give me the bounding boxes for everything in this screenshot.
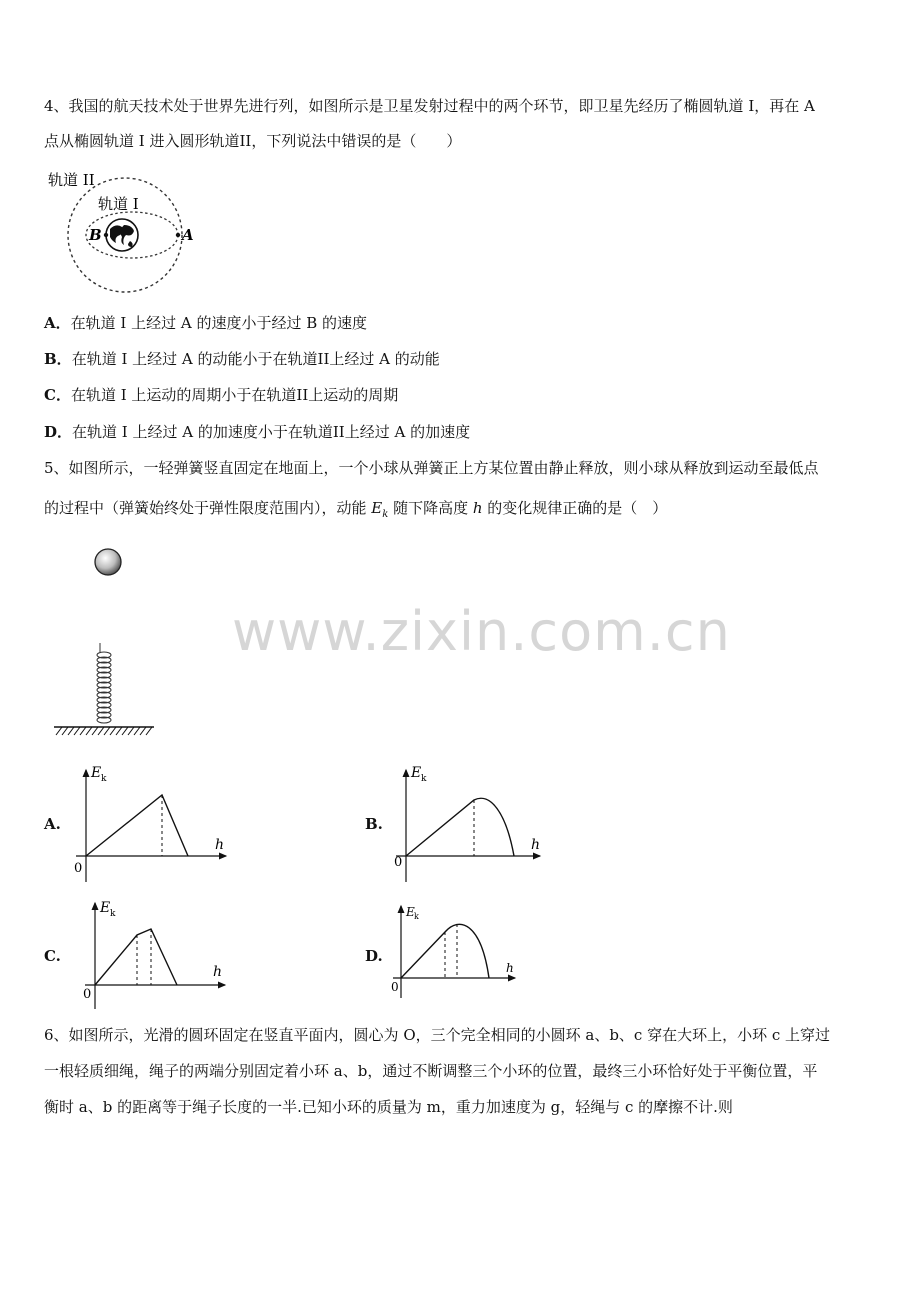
graph-c-ysub: k [110,909,116,919]
q4-option-a[interactable] [44,313,367,333]
q4-option-d-label: D． [44,423,73,441]
q4-option-c[interactable] [44,385,398,405]
point-a-dot [176,233,180,237]
q5-line-2 [44,498,667,525]
graph-a-label[interactable]: A. [44,815,61,833]
point-b-dot [104,233,108,237]
ek-symbol: E [371,499,383,517]
point-b-label: B [89,226,102,244]
graph-a [70,762,240,887]
graph-c-origin: 0 [83,987,92,1002]
graph-b-ysub: k [421,774,427,784]
spring-coil-icon [97,652,111,723]
graph-b-label[interactable]: B. [365,815,383,833]
q5-line-2-part-b: 随下降高度 [388,499,473,517]
graph-a-ylabel: E [91,765,102,781]
q4-option-d[interactable] [44,422,470,442]
q4-option-b[interactable] [44,349,440,369]
orbit-figure [44,165,204,300]
q5-line-2-part-a: 的过程中（弹簧始终处于弹性限度范围内），动能 [44,499,372,517]
q4-option-c-text: 在轨道 I 上运动的周期小于在轨道II上运动的周期 [70,386,399,404]
graph-d-label[interactable]: D. [365,947,383,965]
q4-option-d-text: 在轨道 I 上经过 A 的加速度小于在轨道II上经过 A 的加速度 [72,423,471,441]
q4-option-b-label: B． [44,350,72,368]
q4-option-b-text: 在轨道 I 上经过 A 的动能小于在轨道II上经过 A 的动能 [71,350,440,368]
graph-c [75,897,235,1012]
q4-option-a-text: 在轨道 I 上经过 A 的速度小于经过 B 的速度 [70,314,368,332]
graph-d-ysub: k [414,912,419,921]
point-a-label: A [182,226,194,244]
ground-hatch [56,727,152,735]
graph-c-xlabel: h [213,964,223,980]
q4-line-2: 点从椭圆轨道 I 进入圆形轨道II，下列说法中错误的是（ ） [44,132,462,150]
q4-option-a-label: A． [44,314,71,332]
q4-option-c-label: C． [44,386,71,404]
graph-b-xlabel: h [531,837,541,853]
graph-b-curve [406,798,514,856]
graph-d-origin: 0 [391,980,399,994]
h-symbol: h [472,499,483,517]
graph-b [390,762,560,887]
graph-a-origin: 0 [74,861,83,876]
graph-d-ylabel: E [406,905,415,919]
graph-a-curve [86,795,188,856]
graph-c-label[interactable]: C. [44,947,61,965]
ball-icon [95,549,121,575]
q4-line-1: 4、我国的航天技术处于世界先进行列，如图所示是卫星发射过程中的两个环节，即卫星先经历了椭圆轨道 I，再在 A [44,97,815,115]
q5-line-1: 5、如图所示，一轻弹簧竖直固定在地面上，一个小球从弹簧正上方某位置由静止释放，则小球从释放到运动至最低点 [44,459,819,477]
graph-b-ylabel: E [411,765,422,781]
graph-c-curve [95,929,177,985]
graph-d-xlabel: h [506,961,514,975]
q6-line-2: 一根轻质细绳，绳子的两端分别固定着小环 a、b，通过不断调整三个小环的位置，最终三小环恰好处于平衡位置，平 [44,1062,818,1080]
q6-line-1: 6、如图所示，光滑的圆环固定在竖直平面内，圆心为 O，三个完全相同的小圆环 a、b、c 穿在大环上，小环 c 上穿过 [44,1026,831,1044]
spring-figure [50,545,170,745]
orbit1-label: 轨道 I [98,195,139,213]
watermark: www.zixin.com.cn [232,600,731,663]
graph-a-xlabel: h [215,837,225,853]
graph-d [385,902,525,1002]
graph-a-ysub: k [101,774,107,784]
q6-line-3: 衡时 a、b 的距离等于绳子长度的一半.已知小环的质量为 m，重力加速度为 g，轻绳与 c 的摩擦不计.则 [44,1098,733,1116]
graph-c-ylabel: E [100,900,111,916]
graph-b-origin: 0 [394,855,403,870]
orbit2-label: 轨道 II [48,171,95,189]
q5-line-2-part-c: 的变化规律正确的是（ ） [482,499,668,517]
ek-subscript: k [382,509,389,520]
